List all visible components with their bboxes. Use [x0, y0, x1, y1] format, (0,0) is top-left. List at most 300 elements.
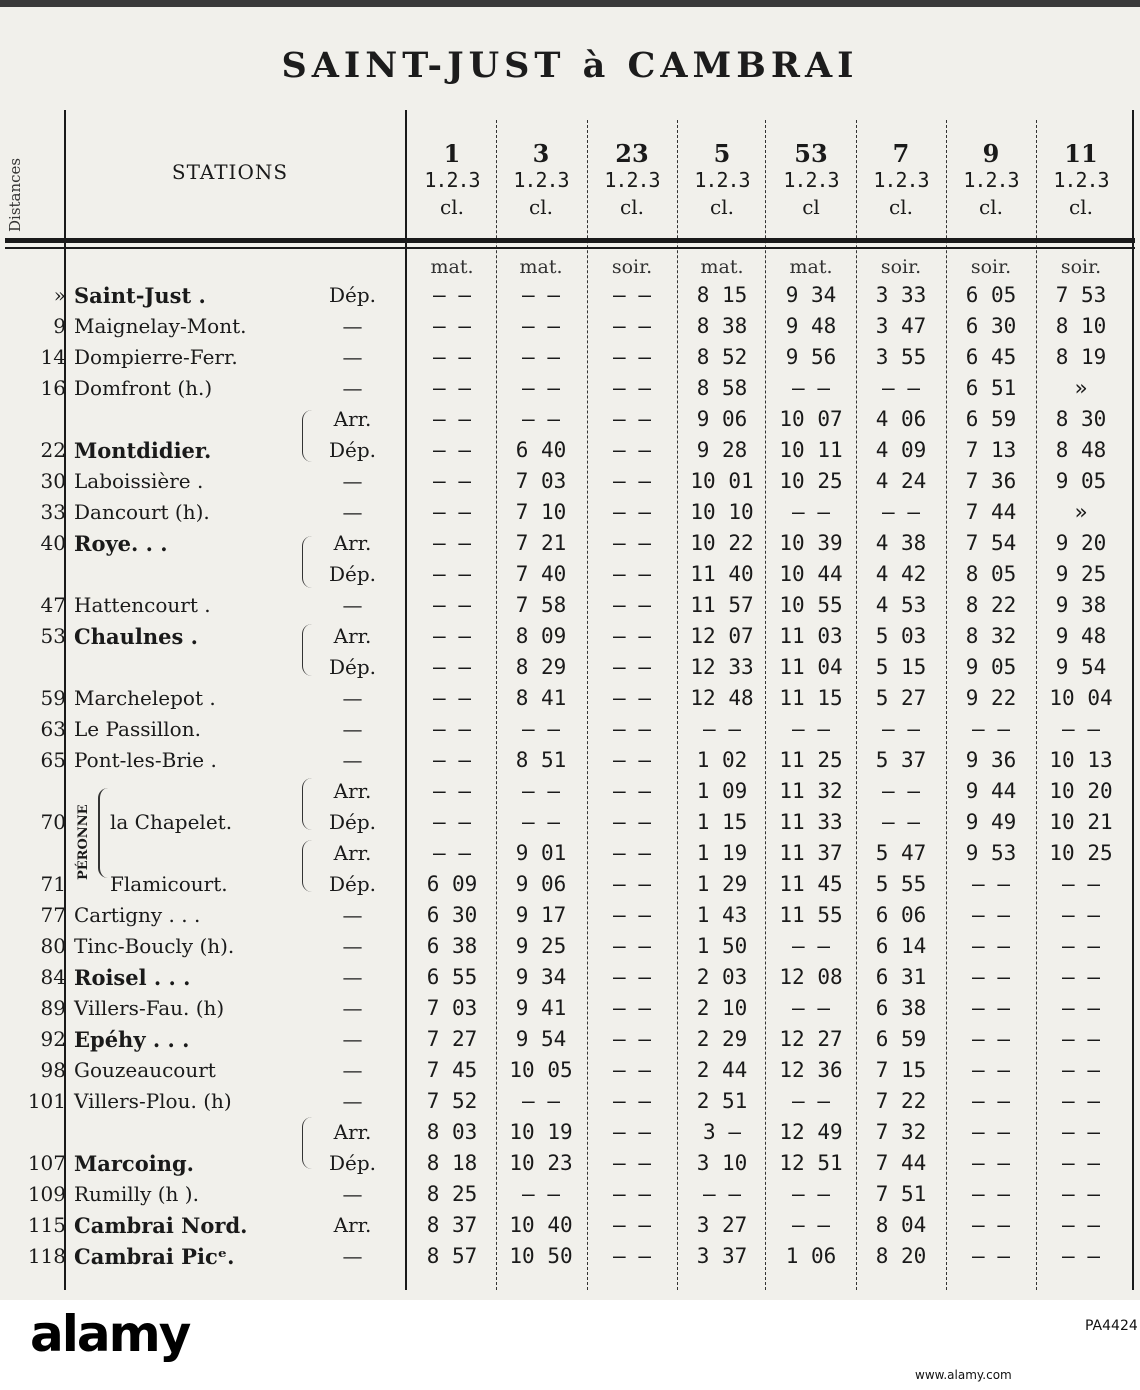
train-num: 11 — [1064, 139, 1098, 168]
train-cl: cl. — [979, 195, 1003, 219]
arr-dep-mark: — — [342, 934, 363, 958]
peronne-brace — [98, 788, 108, 878]
train-cls: 1.2.3 — [604, 168, 660, 192]
station-name: Saint-Just . — [74, 283, 206, 308]
arr-dep-mark: — — [342, 686, 363, 710]
departure-time: — — — [613, 717, 651, 741]
departure-time: 9 48 — [1055, 624, 1107, 648]
departure-time: 5 27 — [875, 686, 927, 710]
departure-time: — — — [792, 717, 830, 741]
period-label: soir. — [970, 256, 1012, 278]
arr-dep-mark: Dép. — [328, 283, 377, 307]
departure-time: 10 22 — [690, 531, 754, 555]
departure-time: — — — [613, 1027, 651, 1051]
train-cl: cl. — [1069, 195, 1093, 219]
table-row — [0, 934, 1140, 962]
departure-time: — — — [792, 1089, 830, 1113]
header-rule-thin — [5, 247, 1135, 249]
departure-time: 12 33 — [690, 655, 754, 679]
departure-time: 4 53 — [875, 593, 927, 617]
departure-time: — — — [613, 686, 651, 710]
distance-km: 63 — [40, 717, 66, 741]
departure-time: 9 22 — [965, 686, 1017, 710]
train-cls: 1.2.3 — [963, 168, 1019, 192]
train-cls: 1.2.3 — [1053, 168, 1109, 192]
arr-dep-mark: Arr. — [333, 779, 372, 803]
train-header-7 — [948, 140, 1034, 221]
departure-time: » — [1074, 376, 1088, 400]
table-row — [0, 1089, 1140, 1117]
roye-brace — [302, 536, 316, 588]
table-row — [0, 593, 1140, 621]
table-row — [0, 1244, 1140, 1272]
departure-time: 10 07 — [779, 407, 843, 431]
departure-time: — — — [613, 810, 651, 834]
departure-time: 10 01 — [690, 469, 754, 493]
arr-dep-mark: — — [342, 1027, 363, 1051]
station-name: Le Passillon. — [74, 717, 201, 741]
departure-time: 8 37 — [426, 1213, 478, 1237]
table-row — [0, 748, 1140, 776]
arr-dep-mark: — — [342, 965, 363, 989]
train-header-2 — [498, 140, 584, 221]
departure-time: 6 05 — [965, 283, 1017, 307]
distance-km: » — [53, 283, 66, 307]
departure-time: 3 33 — [875, 283, 927, 307]
train-num: 3 — [532, 139, 550, 168]
departure-time: 5 03 — [875, 624, 927, 648]
departure-time: — — — [433, 345, 471, 369]
train-cl: cl. — [889, 195, 913, 219]
table-row — [0, 624, 1140, 652]
departure-time: — — — [433, 531, 471, 555]
departure-time: — — — [433, 686, 471, 710]
departure-time: 3 — — [703, 1120, 741, 1144]
table-row — [0, 376, 1140, 404]
departure-time: — — — [433, 655, 471, 679]
arr-dep-mark: — — [342, 314, 363, 338]
arr-dep-mark: — — [342, 376, 363, 400]
train-cls: 1.2.3 — [424, 168, 480, 192]
departure-time: — — — [613, 965, 651, 989]
departure-time: 1 06 — [785, 1244, 837, 1268]
alamy-logo: alamy — [30, 1305, 190, 1363]
departure-time: — — — [792, 934, 830, 958]
departure-time: 12 48 — [690, 686, 754, 710]
departure-time: — — — [1062, 717, 1100, 741]
departure-time: 3 10 — [696, 1151, 748, 1175]
distance-km: 77 — [40, 903, 66, 927]
distance-km: 14 — [40, 345, 66, 369]
arr-dep-mark: Arr. — [333, 624, 372, 648]
flamicourt-brace — [302, 840, 316, 892]
departure-time: — — — [522, 407, 560, 431]
table-row — [0, 965, 1140, 993]
departure-time: — — — [882, 779, 920, 803]
departure-time: — — — [792, 500, 830, 524]
departure-time: — — — [1062, 903, 1100, 927]
departure-time: 9 01 — [515, 841, 567, 865]
departure-time: — — — [613, 903, 651, 927]
departure-time: 6 30 — [426, 903, 478, 927]
station-name: Montdidier. — [74, 438, 212, 463]
departure-time: 9 06 — [696, 407, 748, 431]
departure-time: 11 37 — [779, 841, 843, 865]
departure-time: 3 55 — [875, 345, 927, 369]
distance-km: 71 — [40, 872, 66, 896]
departure-time: 2 03 — [696, 965, 748, 989]
arr-dep-mark: Arr. — [333, 531, 372, 555]
distance-km: 89 — [40, 996, 66, 1020]
departure-time: 7 44 — [965, 500, 1017, 524]
departure-time: 11 40 — [690, 562, 754, 586]
departure-time: — — — [972, 1089, 1010, 1113]
departure-time: 9 05 — [965, 655, 1017, 679]
departure-time: — — — [1062, 1058, 1100, 1082]
departure-time: 10 23 — [509, 1151, 573, 1175]
departure-time: — — — [522, 810, 560, 834]
departure-time: 1 09 — [696, 779, 748, 803]
departure-time: — — — [613, 1089, 651, 1113]
station-name: Marchelepot . — [74, 686, 216, 710]
table-row — [0, 1213, 1140, 1241]
departure-time: — — — [1062, 1213, 1100, 1237]
departure-time: — — — [1062, 1089, 1100, 1113]
station-name: Roisel . . . — [74, 965, 191, 990]
departure-time: 6 31 — [875, 965, 927, 989]
arr-dep-mark: — — [342, 500, 363, 524]
arr-dep-mark: — — [342, 717, 363, 741]
distance-km: 70 — [40, 810, 66, 834]
departure-time: 11 03 — [779, 624, 843, 648]
departure-time: 11 33 — [779, 810, 843, 834]
departure-time: 11 45 — [779, 872, 843, 896]
table-row — [0, 779, 1140, 807]
station-name: Dancourt (h). — [74, 500, 210, 524]
period-label: mat. — [700, 256, 744, 278]
header-rule — [5, 238, 1135, 243]
departure-time: — — — [433, 717, 471, 741]
train-header-4 — [679, 140, 765, 221]
table-row — [0, 872, 1140, 900]
departure-time: 9 34 — [785, 283, 837, 307]
departure-time: 4 38 — [875, 531, 927, 555]
departure-time: 8 03 — [426, 1120, 478, 1144]
train-cls: 1.2.3 — [694, 168, 750, 192]
departure-time: — — — [1062, 934, 1100, 958]
station-name: Cambrai Nord. — [74, 1213, 248, 1238]
departure-time: 6 09 — [426, 872, 478, 896]
distance-km: 80 — [40, 934, 66, 958]
departure-time: — — — [613, 748, 651, 772]
period-label: soir. — [1060, 256, 1102, 278]
departure-time: 1 50 — [696, 934, 748, 958]
departure-time: — — — [972, 1120, 1010, 1144]
departure-time: 8 20 — [875, 1244, 927, 1268]
departure-time: 12 27 — [779, 1027, 843, 1051]
arr-dep-mark: — — [342, 748, 363, 772]
departure-time: » — [1074, 500, 1088, 524]
period-label: mat. — [789, 256, 833, 278]
departure-time: 12 07 — [690, 624, 754, 648]
arr-dep-mark: Dép. — [328, 1151, 377, 1175]
departure-time: 6 40 — [515, 438, 567, 462]
station-name: Villers-Plou. (h) — [74, 1089, 232, 1113]
table-row — [0, 1027, 1140, 1055]
departure-time: — — — [433, 469, 471, 493]
station-name: Tinc-Boucly (h). — [74, 934, 235, 958]
train-num: 53 — [794, 139, 828, 168]
departure-time: — — — [972, 1244, 1010, 1268]
departure-time: 8 25 — [426, 1182, 478, 1206]
arr-dep-mark: Dép. — [328, 655, 377, 679]
departure-time: 10 25 — [1049, 841, 1113, 865]
distance-km: 98 — [40, 1058, 66, 1082]
departure-time: — — — [613, 1213, 651, 1237]
departure-time: — — — [882, 717, 920, 741]
departure-time: 7 22 — [875, 1089, 927, 1113]
departure-time: — — — [792, 1182, 830, 1206]
departure-time: 3 47 — [875, 314, 927, 338]
departure-time: 12 49 — [779, 1120, 843, 1144]
departure-time: 6 06 — [875, 903, 927, 927]
departure-time: 10 10 — [690, 500, 754, 524]
departure-time: 7 44 — [875, 1151, 927, 1175]
period-label: mat. — [430, 256, 474, 278]
distance-km: 115 — [27, 1213, 66, 1237]
train-num: 1 — [443, 139, 461, 168]
table-row — [0, 810, 1140, 838]
table-row — [0, 841, 1140, 869]
departure-time: 8 30 — [1055, 407, 1107, 431]
station-name: Hattencourt . — [74, 593, 211, 617]
departure-time: 8 51 — [515, 748, 567, 772]
departure-time: 7 10 — [515, 500, 567, 524]
montdidier-brace — [302, 410, 316, 462]
table-row — [0, 500, 1140, 528]
departure-time: — — — [882, 810, 920, 834]
arr-dep-mark: — — [342, 996, 363, 1020]
departure-time: — — — [522, 376, 560, 400]
arr-dep-mark: Arr. — [333, 841, 372, 865]
departure-time: — — — [433, 624, 471, 648]
chapelet-brace — [302, 778, 316, 830]
departure-time: 10 25 — [779, 469, 843, 493]
departure-time: 9 41 — [515, 996, 567, 1020]
departure-time: 10 44 — [779, 562, 843, 586]
departure-time: 10 40 — [509, 1213, 573, 1237]
arr-dep-mark: — — [342, 1089, 363, 1113]
departure-time: — — — [522, 1182, 560, 1206]
departure-time: — — — [882, 376, 920, 400]
departure-time: 1 19 — [696, 841, 748, 865]
departure-time: 4 42 — [875, 562, 927, 586]
station-name: Flamicourt. — [110, 872, 228, 896]
arr-dep-mark: Dép. — [328, 562, 377, 586]
train-cl: cl — [802, 195, 820, 219]
station-name: Roye. . . — [74, 531, 168, 556]
arr-dep-mark: — — [342, 1244, 363, 1268]
table-row — [0, 655, 1140, 683]
alamy-url: www.alamy.com — [915, 1368, 1012, 1382]
departure-time: 6 38 — [426, 934, 478, 958]
distance-km: 16 — [40, 376, 66, 400]
departure-time: 7 03 — [426, 996, 478, 1020]
departure-time: 6 59 — [965, 407, 1017, 431]
departure-time: 8 57 — [426, 1244, 478, 1268]
distance-km: 84 — [40, 965, 66, 989]
train-header-1 — [409, 140, 495, 221]
station-name: Maignelay-Mont. — [74, 314, 247, 338]
departure-time: 8 58 — [696, 376, 748, 400]
departure-time: 8 05 — [965, 562, 1017, 586]
departure-time: — — — [613, 655, 651, 679]
station-name: Marcoing. — [74, 1151, 194, 1176]
distance-km: 53 — [40, 624, 66, 648]
table-row — [0, 438, 1140, 466]
train-cl: cl. — [710, 195, 734, 219]
departure-time: — — — [972, 965, 1010, 989]
departure-time: 12 36 — [779, 1058, 843, 1082]
departure-time: 11 57 — [690, 593, 754, 617]
page-title: SAINT-JUST à CAMBRAI — [281, 45, 859, 86]
departure-time: 7 32 — [875, 1120, 927, 1144]
departure-time: — — — [972, 996, 1010, 1020]
period-label: soir. — [880, 256, 922, 278]
departure-time: 10 39 — [779, 531, 843, 555]
train-num: 23 — [615, 139, 649, 168]
departure-time: 6 45 — [965, 345, 1017, 369]
departure-time: 8 41 — [515, 686, 567, 710]
arr-dep-mark: Arr. — [333, 407, 372, 431]
distance-km: 118 — [27, 1244, 66, 1268]
arr-dep-mark: — — [342, 903, 363, 927]
departure-time: 8 04 — [875, 1213, 927, 1237]
departure-time: 11 55 — [779, 903, 843, 927]
departure-time: 1 15 — [696, 810, 748, 834]
departure-time: 10 11 — [779, 438, 843, 462]
arr-dep-mark: Arr. — [333, 1213, 372, 1237]
departure-time: — — — [792, 376, 830, 400]
departure-time: 7 27 — [426, 1027, 478, 1051]
departure-time: 6 30 — [965, 314, 1017, 338]
departure-time: — — — [972, 1027, 1010, 1051]
departure-time: 9 53 — [965, 841, 1017, 865]
departure-time: 10 04 — [1049, 686, 1113, 710]
departure-time: — — — [613, 779, 651, 803]
departure-time: — — — [613, 624, 651, 648]
departure-time: — — — [613, 314, 651, 338]
arr-dep-mark: Arr. — [333, 1120, 372, 1144]
peronne-group-label — [76, 790, 96, 880]
departure-time: 6 55 — [426, 965, 478, 989]
departure-time: — — — [613, 996, 651, 1020]
departure-time: 6 51 — [965, 376, 1017, 400]
departure-time: 8 52 — [696, 345, 748, 369]
table-row — [0, 314, 1140, 342]
departure-time: 5 47 — [875, 841, 927, 865]
departure-time: — — — [972, 1213, 1010, 1237]
departure-time: 7 36 — [965, 469, 1017, 493]
image-id: PA4424 — [1085, 1318, 1138, 1334]
distance-km: 92 — [40, 1027, 66, 1051]
arr-dep-mark: — — [342, 469, 363, 493]
distance-km: 22 — [40, 438, 66, 462]
station-name: Cartigny . . . — [74, 903, 201, 927]
departure-time: 1 29 — [696, 872, 748, 896]
train-header-3 — [589, 140, 675, 221]
departure-time: — — — [613, 872, 651, 896]
departure-time: — — — [522, 1089, 560, 1113]
departure-time: 8 15 — [696, 283, 748, 307]
distance-km: 109 — [27, 1182, 66, 1206]
departure-time: 9 48 — [785, 314, 837, 338]
departure-time: 9 44 — [965, 779, 1017, 803]
table-row — [0, 531, 1140, 559]
departure-time: 11 25 — [779, 748, 843, 772]
stations-header: STATIONS — [171, 160, 289, 184]
departure-time: — — — [1062, 1244, 1100, 1268]
departure-time: 9 28 — [696, 438, 748, 462]
chaulnes-brace — [302, 624, 316, 676]
table-row — [0, 1120, 1140, 1148]
departure-time: 9 49 — [965, 810, 1017, 834]
departure-time: 10 19 — [509, 1120, 573, 1144]
arr-dep-mark: Dép. — [328, 872, 377, 896]
departure-time: 6 14 — [875, 934, 927, 958]
departure-time: — — — [522, 283, 560, 307]
departure-time: — — — [613, 841, 651, 865]
train-num: 5 — [713, 139, 731, 168]
departure-time: — — — [522, 717, 560, 741]
period-label: soir. — [611, 256, 653, 278]
departure-time: 7 51 — [875, 1182, 927, 1206]
departure-time: 8 22 — [965, 593, 1017, 617]
arr-dep-mark: — — [342, 1058, 363, 1082]
distance-km: 65 — [40, 748, 66, 772]
departure-time: — — — [522, 779, 560, 803]
departure-time: 1 43 — [696, 903, 748, 927]
table-row — [0, 1182, 1140, 1210]
departure-time: 11 32 — [779, 779, 843, 803]
departure-time: 10 50 — [509, 1244, 573, 1268]
departure-time: 4 24 — [875, 469, 927, 493]
departure-time: — — — [433, 841, 471, 865]
distance-km: 33 — [40, 500, 66, 524]
departure-time: 1 02 — [696, 748, 748, 772]
departure-time: 7 45 — [426, 1058, 478, 1082]
departure-time: — — — [433, 283, 471, 307]
train-cls: 1.2.3 — [783, 168, 839, 192]
distances-header: Distances — [6, 157, 24, 232]
departure-time: — — — [972, 1151, 1010, 1175]
departure-time: 10 21 — [1049, 810, 1113, 834]
departure-time: — — — [1062, 1120, 1100, 1144]
departure-time: — — — [433, 376, 471, 400]
departure-time: 8 29 — [515, 655, 567, 679]
train-cl: cl. — [529, 195, 553, 219]
departure-time: — — — [882, 500, 920, 524]
departure-time: 8 10 — [1055, 314, 1107, 338]
departure-time: 9 56 — [785, 345, 837, 369]
table-row — [0, 469, 1140, 497]
departure-time: — — — [792, 1213, 830, 1237]
departure-time: — — — [433, 562, 471, 586]
departure-time: 9 05 — [1055, 469, 1107, 493]
table-row — [0, 1058, 1140, 1086]
departure-time: 7 40 — [515, 562, 567, 586]
table-row — [0, 686, 1140, 714]
